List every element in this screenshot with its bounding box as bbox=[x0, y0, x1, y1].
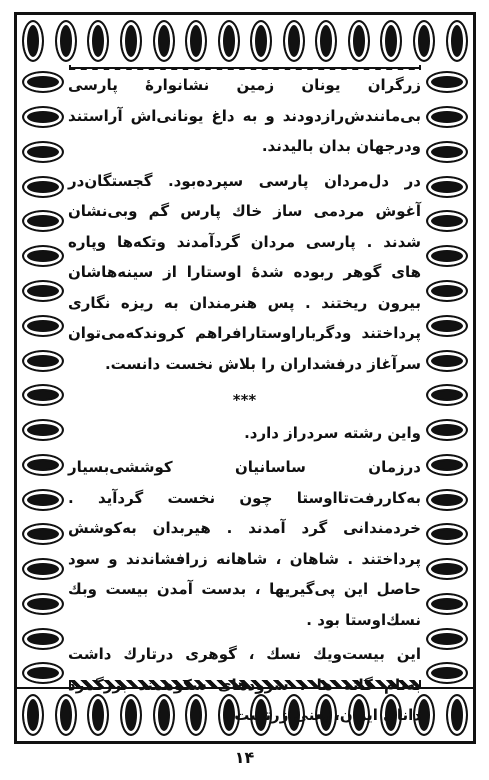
page-number: ۱۴ bbox=[234, 748, 255, 767]
leaf-ornament-icon bbox=[22, 558, 64, 580]
leaf-ornament-icon bbox=[22, 315, 64, 337]
leaf-ornament-icon bbox=[22, 71, 64, 93]
border-right-ornament bbox=[419, 65, 473, 691]
leaf-ornament-icon bbox=[348, 20, 370, 62]
leaf-ornament-icon bbox=[22, 454, 64, 476]
border-left-ornament bbox=[17, 65, 71, 691]
leaf-ornament-icon bbox=[22, 350, 64, 372]
leaf-ornament-icon bbox=[22, 245, 64, 267]
leaf-ornament-icon bbox=[446, 20, 468, 62]
leaf-ornament-icon bbox=[426, 315, 468, 337]
leaf-ornament-icon bbox=[22, 628, 64, 650]
leaf-ornament-icon bbox=[22, 106, 64, 128]
leaf-ornament-icon bbox=[426, 662, 468, 684]
leaf-ornament-icon bbox=[426, 419, 468, 441]
paragraph: درزمان ساسانیان کوششی‌بسیار به‌کاررفت‌تااوستا چون نخست گردآید . خردمندانی گرد آمدند . هیربدان به‌کوشش پرداختند . شاهان ، شاهانه زرافشاندند و سود حاصل این پی‌گیریها ، بدست آمدن بیست وبك نسك‌اوستا بود . bbox=[68, 458, 421, 629]
border-top-ornament bbox=[17, 15, 473, 69]
leaf-ornament-icon bbox=[22, 419, 64, 441]
leaf-ornament-icon bbox=[87, 20, 109, 62]
leaf-ornament-icon bbox=[426, 245, 468, 267]
leaf-ornament-icon bbox=[426, 628, 468, 650]
leaf-ornament-icon bbox=[426, 489, 468, 511]
leaf-ornament-icon bbox=[22, 662, 64, 684]
paragraph: این بیست‌ویك نسك ، گوهری درتارك داشت به‌نام گاثه ها ، سرودهای شکوهمند بزرگمرد دانای ایران، یعنی زرتشت . bbox=[68, 645, 421, 724]
leaf-ornament-icon bbox=[22, 210, 64, 232]
leaf-ornament-icon bbox=[426, 280, 468, 302]
leaf-ornament-icon bbox=[218, 20, 240, 62]
leaf-ornament-icon bbox=[22, 141, 64, 163]
page-text bbox=[68, 70, 421, 724]
leaf-ornament-icon bbox=[22, 384, 64, 406]
paragraph: واین رشته سردراز دارد. bbox=[244, 423, 421, 442]
leaf-ornament-icon bbox=[426, 558, 468, 580]
leaf-ornament-icon bbox=[426, 71, 468, 93]
leaf-ornament-icon bbox=[426, 454, 468, 476]
leaf-ornament-icon bbox=[380, 20, 402, 62]
leaf-ornament-icon bbox=[426, 210, 468, 232]
leaf-ornament-icon bbox=[446, 694, 468, 736]
leaf-ornament-icon bbox=[185, 20, 207, 62]
leaf-ornament-icon bbox=[426, 106, 468, 128]
paragraph: در دل‌مردان پارسی سپرده‌بود. گجستگان‌در آغوش مردمی ساز خاك پارس گم وبی‌نشان شدند . پارسی مردان گردآمدند وتکه‌ها وپاره های گوهر ربوده شدهٔ اوستارا از سینه‌هاشان بیرون ریختند . پس هنرمندان به ریزه نگاری پرداختند ودگرباراوستارافراهم کروندکه‌می‌توان سرآغاز درفشداران را بلاش نخست دانست. bbox=[68, 171, 421, 373]
leaf-ornament-icon bbox=[250, 20, 272, 62]
leaf-ornament-icon bbox=[120, 20, 142, 62]
leaf-ornament-icon bbox=[153, 20, 175, 62]
leaf-ornament-icon bbox=[22, 489, 64, 511]
leaf-ornament-icon bbox=[22, 523, 64, 545]
leaf-ornament-icon bbox=[22, 694, 44, 736]
paragraph: زرگران یونان زمین نشانوارهٔ پارسی بی‌مانندش‌رازدودند و به داغ یونانی‌اش آراستند ودرجهان بدان بالیدند. bbox=[68, 76, 421, 155]
leaf-ornament-icon bbox=[426, 141, 468, 163]
section-separator: *** bbox=[232, 391, 257, 409]
leaf-ornament-icon bbox=[22, 280, 64, 302]
leaf-ornament-icon bbox=[22, 176, 64, 198]
leaf-ornament-icon bbox=[315, 20, 337, 62]
leaf-ornament-icon bbox=[22, 20, 44, 62]
leaf-ornament-icon bbox=[426, 593, 468, 615]
leaf-ornament-icon bbox=[413, 20, 435, 62]
leaf-ornament-icon bbox=[55, 20, 77, 62]
leaf-ornament-icon bbox=[426, 523, 468, 545]
leaf-ornament-icon bbox=[426, 384, 468, 406]
leaf-ornament-icon bbox=[426, 176, 468, 198]
leaf-ornament-icon bbox=[283, 20, 305, 62]
leaf-ornament-icon bbox=[22, 593, 64, 615]
leaf-ornament-icon bbox=[426, 350, 468, 372]
